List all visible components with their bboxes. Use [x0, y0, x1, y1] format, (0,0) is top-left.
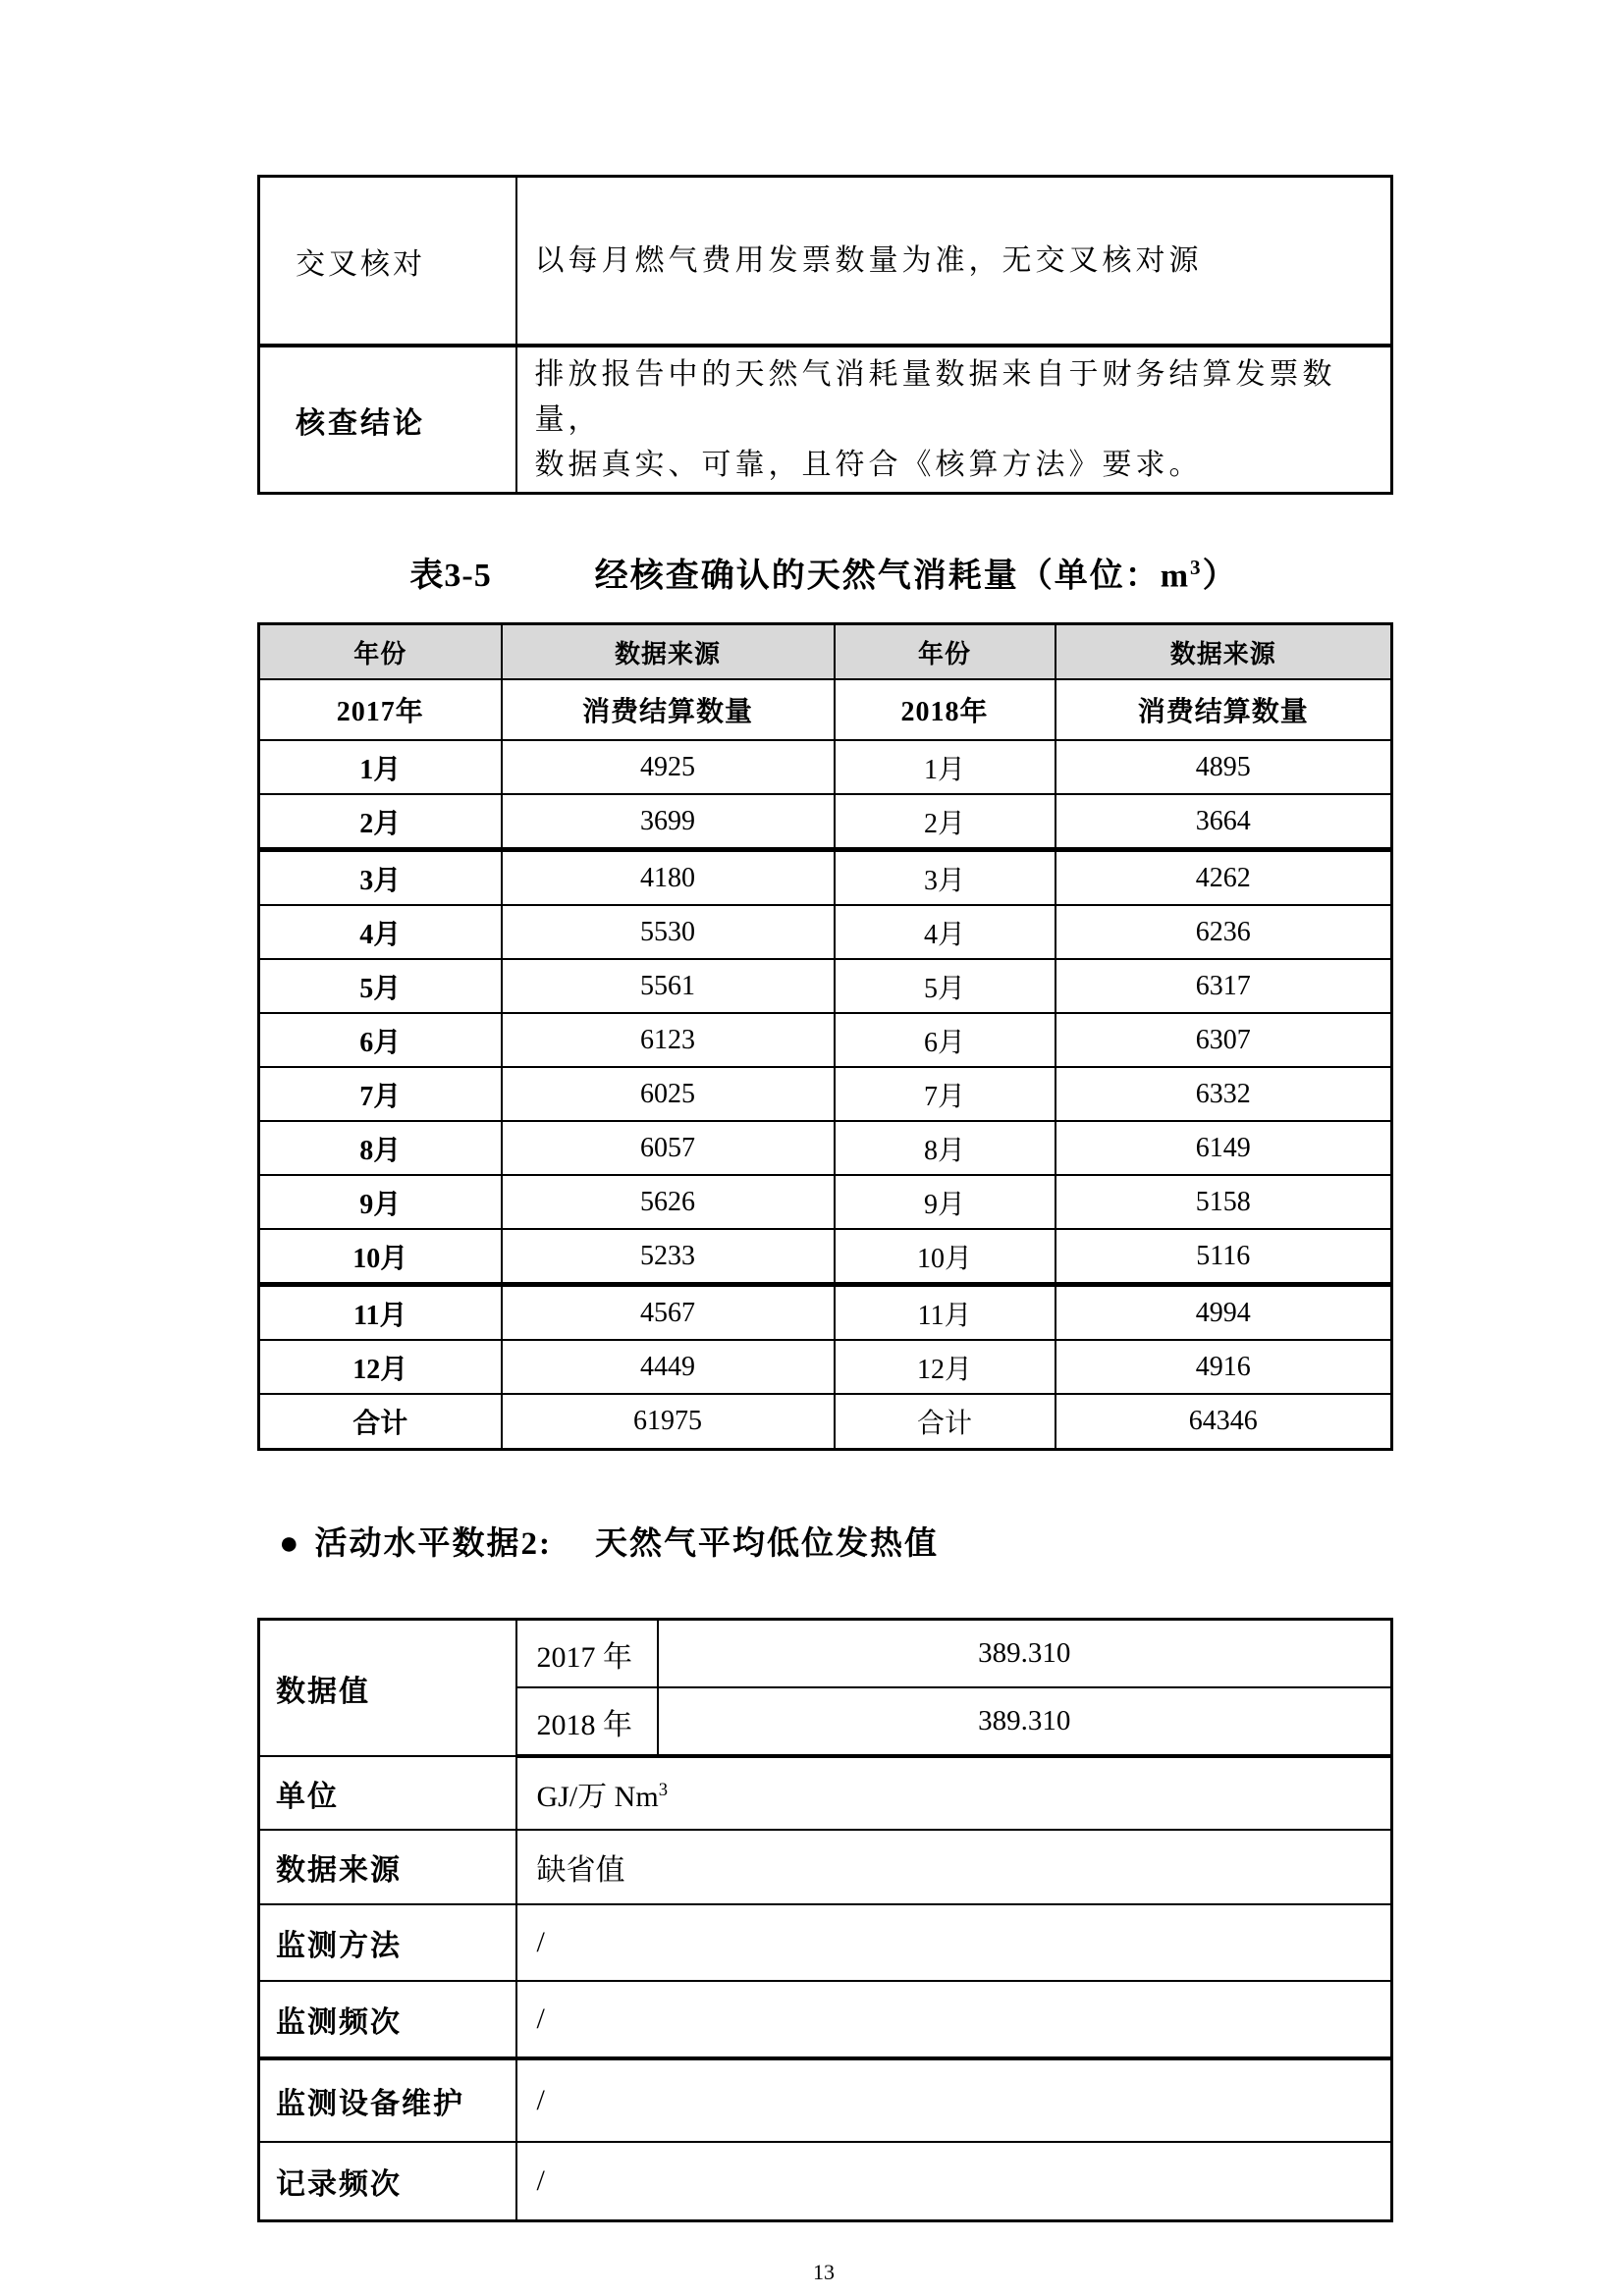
activity-data-heading [279, 1522, 1390, 1567]
month-cell: 11月 [835, 1285, 1056, 1341]
page-content [257, 0, 1390, 2285]
value-cell: 5561 [502, 959, 835, 1013]
row-label-cell: 监测方法 [259, 1904, 516, 1981]
bullet-icon: ● [279, 1525, 301, 1562]
heading-title: 天然气平均低位发热值 [595, 1526, 940, 1562]
table-row [259, 905, 1392, 959]
caption-text: 经核查确认的天然气消耗量（单位：m [594, 558, 1191, 595]
total-label-cell: 合计 [835, 1394, 1056, 1450]
value-cell: 5530 [502, 905, 835, 959]
header-cell: 消费结算数量 [1056, 679, 1392, 740]
table-caption [257, 544, 1390, 595]
value-cell: 389.310 [658, 1687, 1392, 1756]
header-cell: 年份 [259, 624, 502, 680]
month-cell: 6月 [835, 1013, 1056, 1067]
value-cell: 4925 [502, 740, 835, 794]
month-cell: 7月 [835, 1067, 1056, 1121]
row-label-cell: 单位 [259, 1756, 516, 1830]
source-value-cell: 缺省值 [516, 1830, 1392, 1904]
table-row [259, 1013, 1392, 1067]
data-value-row [259, 1620, 1392, 1688]
header-row [259, 624, 1392, 680]
unit-value-cell [516, 1756, 1392, 1830]
content-line: 以每月燃气费用发票数量为准，无交叉核对源 [534, 243, 1203, 277]
value-cell: 6057 [502, 1121, 835, 1175]
caption-id: 表3-5 [409, 558, 492, 595]
month-cell: 7月 [259, 1067, 502, 1121]
value-cell: 6236 [1056, 905, 1392, 959]
month-cell: 6月 [259, 1013, 502, 1067]
month-cell: 9月 [259, 1175, 502, 1229]
month-cell: 5月 [259, 959, 502, 1013]
header-cell: 年份 [835, 624, 1056, 680]
subheader-row [259, 679, 1392, 740]
year-cell: 2017年 [259, 679, 502, 740]
method-value-cell: / [516, 1904, 1392, 1981]
row-label-cell: 数据来源 [259, 1830, 516, 1904]
month-cell: 10月 [259, 1229, 502, 1285]
maintenance-value-cell: / [516, 2058, 1392, 2142]
frequency-value-cell: / [516, 1981, 1392, 2058]
month-cell: 2月 [835, 794, 1056, 850]
value-cell: 4994 [1056, 1285, 1392, 1341]
value-cell: 6317 [1056, 959, 1392, 1013]
data-source-row [259, 1830, 1392, 1904]
page-number: 13 [813, 2260, 835, 2284]
table-row [259, 850, 1392, 906]
header-cell: 消费结算数量 [502, 679, 835, 740]
conclusion-row [259, 346, 1392, 494]
heading-label: 活动水平数据2: [314, 1526, 553, 1562]
value-cell: 4449 [502, 1340, 835, 1394]
monitor-method-row [259, 1904, 1392, 1981]
header-cell: 数据来源 [502, 624, 835, 680]
month-cell: 11月 [259, 1285, 502, 1341]
table-row [259, 1285, 1392, 1341]
row-label-cell: 监测设备维护 [259, 2058, 516, 2142]
value-cell: 4262 [1056, 850, 1392, 906]
value-cell: 5626 [502, 1175, 835, 1229]
value-cell: 6307 [1056, 1013, 1392, 1067]
value-cell: 6332 [1056, 1067, 1392, 1121]
month-cell: 12月 [259, 1340, 502, 1394]
row-content-cell [516, 346, 1392, 494]
table-row [259, 794, 1392, 850]
value-cell: 5158 [1056, 1175, 1392, 1229]
record-value-cell: / [516, 2142, 1392, 2221]
table-row [259, 959, 1392, 1013]
year-cell: 2017 年 [516, 1620, 658, 1688]
row-label-cell: 监测频次 [259, 1981, 516, 2058]
value-cell: 5233 [502, 1229, 835, 1285]
table-row [259, 1229, 1392, 1285]
month-cell: 4月 [259, 905, 502, 959]
total-value-cell: 61975 [502, 1394, 835, 1450]
row-label-cell: 数据值 [259, 1620, 516, 1757]
table-row [259, 1175, 1392, 1229]
month-cell: 1月 [259, 740, 502, 794]
value-cell: 5116 [1056, 1229, 1392, 1285]
month-cell: 9月 [835, 1175, 1056, 1229]
month-cell: 8月 [835, 1121, 1056, 1175]
content-line: 数据真实、可靠，且符合《核算方法》要求。 [534, 448, 1203, 481]
record-frequency-row [259, 2142, 1392, 2221]
row-content-cell [516, 177, 1392, 347]
value-cell: 3664 [1056, 794, 1392, 850]
header-cell: 数据来源 [1056, 624, 1392, 680]
month-cell: 12月 [835, 1340, 1056, 1394]
calorific-table [257, 1618, 1393, 2222]
month-cell: 1月 [835, 740, 1056, 794]
month-cell: 3月 [835, 850, 1056, 906]
cross-check-table [257, 175, 1393, 495]
month-cell: 8月 [259, 1121, 502, 1175]
caption-suffix: ） [1202, 558, 1238, 595]
month-cell: 2月 [259, 794, 502, 850]
consumption-table [257, 622, 1393, 1451]
monitor-frequency-row [259, 1981, 1392, 2058]
table-row [259, 1340, 1392, 1394]
month-cell: 3月 [259, 850, 502, 906]
total-row [259, 1394, 1392, 1450]
value-cell: 6149 [1056, 1121, 1392, 1175]
table-row [259, 740, 1392, 794]
value-cell: 6123 [502, 1013, 835, 1067]
caption-superscript: 3 [1190, 556, 1203, 579]
year-cell: 2018 年 [516, 1687, 658, 1756]
value-cell: 389.310 [658, 1620, 1392, 1688]
year-cell: 2018年 [835, 679, 1056, 740]
total-label-cell: 合计 [259, 1394, 502, 1450]
value-cell: 4567 [502, 1285, 835, 1341]
table-row [259, 1121, 1392, 1175]
month-cell: 10月 [835, 1229, 1056, 1285]
cross-check-row [259, 177, 1392, 347]
value-cell: 4895 [1056, 740, 1392, 794]
value-cell: 3699 [502, 794, 835, 850]
row-label-cell: 交叉核对 [259, 177, 516, 347]
month-cell: 4月 [835, 905, 1056, 959]
total-value-cell: 64346 [1056, 1394, 1392, 1450]
content-line: 排放报告中的天然气消耗量数据来自于财务结算发票数量， [534, 357, 1336, 436]
unit-superscript: 3 [658, 1780, 668, 1800]
table-row [259, 1067, 1392, 1121]
month-cell: 5月 [835, 959, 1056, 1013]
value-cell: 4180 [502, 850, 835, 906]
unit-text: GJ/万 Nm [536, 1781, 659, 1813]
value-cell: 6025 [502, 1067, 835, 1121]
row-label-cell: 核查结论 [259, 346, 516, 494]
value-cell: 4916 [1056, 1340, 1392, 1394]
equipment-maintenance-row [259, 2058, 1392, 2142]
row-label-cell: 记录频次 [259, 2142, 516, 2221]
unit-row [259, 1756, 1392, 1830]
